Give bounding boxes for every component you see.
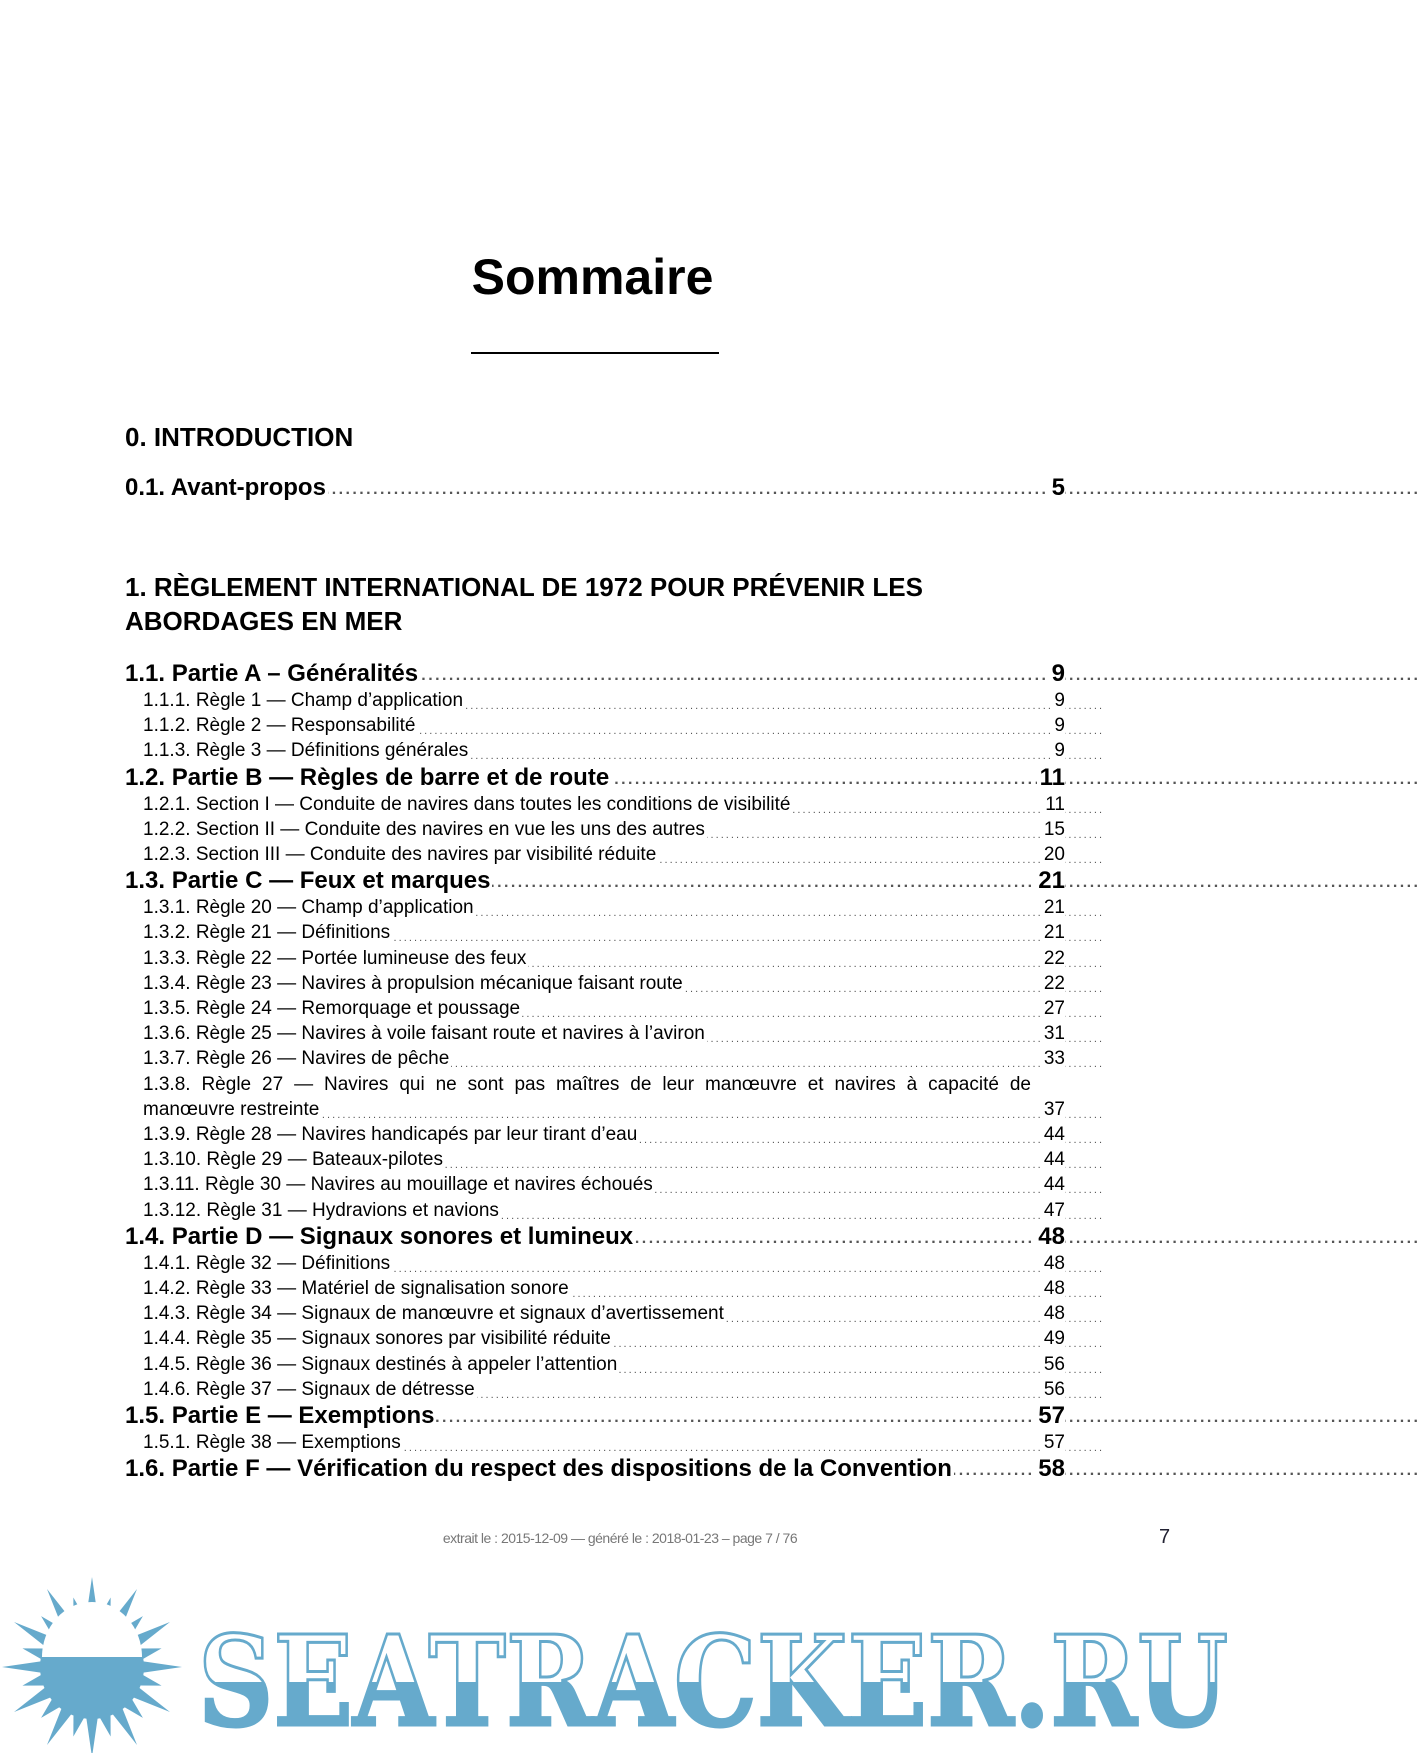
entry-title: 1.6. Partie F — Vérification du respect des dispositions de la Convention	[125, 1455, 952, 1483]
entry-page-number: 56	[1041, 1352, 1065, 1377]
entry-title: 1.3.4. Règle 23 — Navires à propulsion mécanique faisant route	[143, 972, 683, 994]
entry-page-number: 20	[1041, 842, 1065, 867]
title-divider	[471, 352, 719, 354]
toc-part-entry[interactable]	[125, 1402, 1065, 1430]
toc-sub-entry[interactable]	[143, 842, 1065, 867]
entry-page-number: 5	[1049, 474, 1065, 502]
entry-page-number: 57	[1035, 1402, 1065, 1430]
entry-page-number: 48	[1041, 1251, 1065, 1276]
entry-page-number: 27	[1041, 996, 1065, 1021]
entry-title: 1.2.1. Section I — Conduite de navires dans toutes les conditions de visibilité	[143, 793, 791, 815]
entry-title: 1.5. Partie E — Exemptions	[125, 1402, 435, 1430]
entry-page-number: 11	[1042, 792, 1065, 817]
toc-sub-entry[interactable]	[143, 1172, 1065, 1197]
toc-sub-entry[interactable]	[143, 792, 1065, 817]
entry-page-number: 21	[1035, 867, 1065, 895]
toc-part-entry[interactable]	[125, 660, 1065, 688]
entry-page-number: 48	[1041, 1276, 1065, 1301]
toc-sub-entry[interactable]	[143, 971, 1065, 996]
toc-sub-entry[interactable]	[143, 1046, 1065, 1071]
toc-sub-entry[interactable]	[143, 1147, 1065, 1172]
entry-title: 1.4. Partie D — Signaux sonores et lumineux	[125, 1222, 634, 1250]
entry-title: 1.1.1. Règle 1 — Champ d’application	[143, 690, 464, 711]
toc-part-entry[interactable]	[125, 764, 1065, 792]
entry-page-number: 22	[1041, 971, 1065, 996]
toc-sub-entry[interactable]	[143, 946, 1065, 971]
sun-logo-icon	[2, 1577, 182, 1753]
entry-title: 1.1. Partie A – Généralités	[125, 660, 419, 687]
entry-page-number: 31	[1041, 1021, 1065, 1046]
toc-sub-entry[interactable]	[143, 1430, 1065, 1455]
entry-page-number: 9	[1051, 738, 1065, 763]
toc-sub-entry[interactable]	[143, 817, 1065, 842]
entry-title: 1.1.3. Règle 3 — Définitions générales	[143, 740, 469, 762]
sun-ray	[2, 1661, 42, 1673]
toc-sub-entry[interactable]	[143, 895, 1065, 920]
entry-page-number: 44	[1041, 1122, 1065, 1147]
entry-page-number: 48	[1035, 1223, 1065, 1251]
entry-page-number: 9	[1049, 660, 1065, 688]
entry-title: 1.3.5. Règle 24 — Remorquage et poussage	[143, 998, 521, 1020]
entry-title: 1.2. Partie B — Règles de barre et de route	[125, 763, 610, 791]
entry-page-number: 21	[1041, 920, 1065, 945]
toc-sub-entry[interactable]	[143, 996, 1065, 1021]
toc-sub-entry[interactable]	[143, 920, 1065, 945]
entry-title: 1.4.3. Règle 34 — Signaux de manœuvre et signaux d’avertissement	[143, 1303, 724, 1325]
toc-sub-entry[interactable]	[143, 1352, 1065, 1377]
toc-sub-entry[interactable]	[143, 1198, 1065, 1223]
entry-page-number: 9	[1051, 713, 1065, 738]
page-number: 7	[1159, 1526, 1171, 1548]
entry-page-number: 47	[1041, 1198, 1065, 1223]
toc-part-entry[interactable]	[125, 867, 1065, 895]
entry-title: 1.3.7. Règle 26 — Navires de pêche	[143, 1048, 450, 1070]
chapter-entries	[125, 660, 1065, 1483]
watermark-text: SEATRACKER.RU	[198, 1609, 1228, 1753]
sun-ray	[86, 1717, 98, 1753]
entry-title: 1.3.8. Règle 27 — Navires qui ne sont pas maîtres de leur manœuvre et navires à capacité de manœuvre restreinte	[143, 1073, 1031, 1120]
toc-chapter-1	[125, 570, 1065, 1483]
entry-page-number: 44	[1041, 1147, 1065, 1172]
entry-title: 1.3. Partie C — Feux et marques	[125, 867, 491, 895]
footer-generation-info: extrait le : 2015-12-09 — généré le : 2018-01-23 – page 7 / 76	[442, 1530, 798, 1546]
entry-page-number: 58	[1035, 1455, 1065, 1483]
toc-part-entry[interactable]	[125, 474, 1065, 502]
toc-sub-entry[interactable]	[143, 1377, 1065, 1402]
entry-title: 1.2.3. Section III — Conduite des navires par visibilité réduite	[143, 844, 657, 866]
toc-sub-entry[interactable]	[143, 1301, 1065, 1326]
entry-page-number: 49	[1041, 1326, 1065, 1351]
entry-title: 0.1. Avant-propos	[125, 474, 326, 501]
sun-ray	[142, 1661, 182, 1673]
entry-page-number: 37	[1041, 1097, 1065, 1122]
page-title: Sommaire	[471, 249, 714, 305]
entry-title: 1.3.6. Règle 25 — Navires à voile faisant route et navires à l’aviron	[143, 1023, 705, 1045]
entry-title: 1.1.2. Règle 2 — Responsabilité	[143, 715, 416, 737]
entry-title: 1.3.11. Règle 30 — Navires au mouillage et navires échoués	[143, 1174, 653, 1196]
entry-title: 1.4.6. Règle 37 — Signaux de détresse	[143, 1378, 475, 1400]
entry-page-number: 33	[1041, 1046, 1065, 1071]
toc-sub-entry[interactable]	[143, 713, 1065, 738]
entry-title: 1.4.4. Règle 35 — Signaux sonores par visibilité réduite	[143, 1328, 611, 1350]
toc-sub-entry[interactable]	[143, 1326, 1065, 1351]
entry-title: 1.4.5. Règle 36 — Signaux destinés à appeler l’attention	[143, 1353, 618, 1375]
seatracker-watermark	[0, 1575, 1240, 1753]
entry-page-number: 44	[1041, 1172, 1065, 1197]
entry-page-number: 22	[1041, 946, 1065, 971]
chapter-heading: 0. INTRODUCTION	[125, 422, 354, 452]
entry-page-number: 57	[1041, 1430, 1065, 1455]
toc-part-entry[interactable]	[125, 1455, 1065, 1483]
entry-title: 1.4.2. Règle 33 — Matériel de signalisation sonore	[143, 1278, 569, 1300]
entry-page-number: 9	[1051, 688, 1065, 713]
entry-title: 1.3.10. Règle 29 — Bateaux-pilotes	[143, 1149, 443, 1171]
chapter-entries	[125, 474, 1065, 502]
entry-page-number: 21	[1041, 895, 1065, 920]
toc-sub-entry[interactable]	[143, 688, 1065, 713]
entry-title: 1.3.9. Règle 28 — Navires handicapés par leur tirant d’eau	[143, 1124, 638, 1146]
entry-title: 1.4.1. Règle 32 — Définitions	[143, 1252, 391, 1274]
toc-sub-entry[interactable]	[143, 738, 1065, 763]
toc-chapter-0	[125, 420, 1065, 502]
entry-title: 1.5.1. Règle 38 — Exemptions	[143, 1432, 401, 1454]
entry-title: 1.3.3. Règle 22 — Portée lumineuse des feux	[143, 947, 527, 969]
chapter-heading: 1. RÈGLEMENT INTERNATIONAL DE 1972 POUR PRÉVENIR LES ABORDAGES EN MER	[125, 572, 923, 636]
entry-title: 1.3.2. Règle 21 — Définitions	[143, 922, 391, 944]
toc-sub-entry[interactable]	[143, 1251, 1065, 1276]
toc-sub-entry[interactable]	[143, 1122, 1065, 1147]
entry-page-number: 11	[1037, 764, 1065, 792]
entry-page-number: 48	[1041, 1301, 1065, 1326]
entry-page-number: 56	[1041, 1377, 1065, 1402]
toc-sub-entry[interactable]	[143, 1072, 1065, 1122]
entry-page-number: 15	[1041, 817, 1065, 842]
toc-sub-entry[interactable]	[143, 1021, 1065, 1046]
toc-sub-entry[interactable]	[143, 1276, 1065, 1301]
entry-title: 1.3.12. Règle 31 — Hydravions et navions	[143, 1199, 499, 1221]
entry-title: 1.2.2. Section II — Conduite des navires en vue les uns des autres	[143, 818, 705, 840]
toc-part-entry[interactable]	[125, 1223, 1065, 1251]
entry-title: 1.3.1. Règle 20 — Champ d’application	[143, 897, 474, 919]
